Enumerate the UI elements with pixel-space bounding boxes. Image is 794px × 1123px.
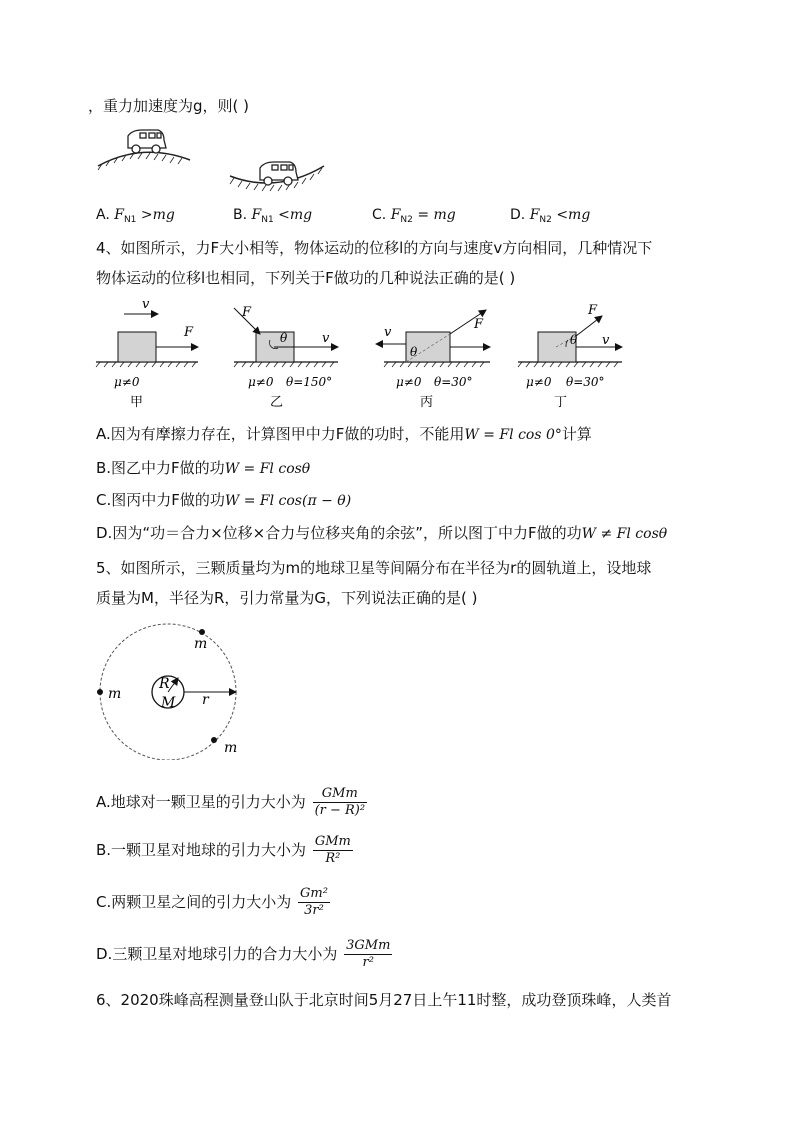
fig-ding-angle: θ=30° xyxy=(566,375,605,389)
q4-option-d[interactable] xyxy=(96,523,667,544)
fraction-numerator: 3GMm xyxy=(346,938,391,953)
satellite-top xyxy=(199,629,205,635)
option-a-subscript: N1 xyxy=(123,215,137,225)
q4-option-a-text: A.因为有摩擦力存在，计算图甲中力F做的功时，不能用 xyxy=(96,425,465,443)
q3-option-d[interactable] xyxy=(510,205,590,230)
fig-yi-force: F xyxy=(242,305,252,320)
fraction-denominator: R² xyxy=(325,851,341,866)
q5-option-a-text: A.地球对一颗卫星的引力大小为 xyxy=(96,793,306,811)
force-symbol: F xyxy=(529,207,540,223)
q3-option-a[interactable] xyxy=(96,205,175,230)
fig-bing-velocity: v xyxy=(384,325,392,340)
orbit-radius-label: r xyxy=(202,692,209,708)
q4-option-b[interactable] xyxy=(96,458,310,479)
option-d-subscript: N2 xyxy=(539,215,552,225)
q4-option-c[interactable] xyxy=(96,490,351,511)
q5-option-d-fraction xyxy=(344,938,392,971)
option-a-relation: >mg xyxy=(140,207,175,223)
fig-bing-angle: θ=30° xyxy=(434,375,473,389)
fig-ding-velocity: v xyxy=(602,333,610,348)
force-symbol: F xyxy=(114,207,124,223)
fig-bing-force: F xyxy=(474,317,484,332)
q4-stem-line1: 4、如图所示，力F大小相等，物体运动的位移l的方向与速度v方向相同，几种情况下 xyxy=(96,239,653,257)
satellite-bottom xyxy=(211,737,217,743)
option-c-label: C. xyxy=(372,207,387,223)
q5-stem-line2: 质量为M，半径为R，引力常量为G，下列说法正确的是( ) xyxy=(96,589,478,607)
fraction-denominator: 3r² xyxy=(304,903,324,918)
fig-yi-friction: μ≠0 xyxy=(248,375,274,389)
fig-jia-caption: 甲 xyxy=(130,395,144,410)
q4-option-a[interactable] xyxy=(96,424,592,445)
q4-option-d-formula: W ≠ Fl cosθ xyxy=(581,526,668,542)
q5-option-a-fraction xyxy=(313,786,368,819)
earth-mass-label: M xyxy=(161,695,176,711)
fig-yi-caption: 乙 xyxy=(270,395,284,410)
fraction-denominator: r² xyxy=(362,955,374,970)
q6-stem-line1: 6、2020珠峰高程测量登山队于北京时间5月27日上午11时整，成功登顶珠峰，人类首 xyxy=(96,991,672,1009)
q4-option-b-text: B.图乙中力F做的功 xyxy=(96,459,225,477)
fig-ding-force: F xyxy=(588,303,598,318)
option-d-label: D. xyxy=(510,207,526,223)
q4-option-b-formula: W = Fl cosθ xyxy=(224,461,311,477)
option-c-subscript: N2 xyxy=(400,215,413,225)
car-on-hill-icon xyxy=(128,130,166,153)
fraction-numerator: Gm² xyxy=(300,886,328,901)
option-c-relation: = mg xyxy=(417,207,456,223)
q4-option-a-formula: W = Fl cos 0° xyxy=(464,427,562,443)
satellite-left xyxy=(97,689,103,695)
q5-option-b-fraction xyxy=(313,834,353,867)
q5-option-c-text: C.两颗卫星之间的引力大小为 xyxy=(96,893,292,911)
fig-yi-angle: θ=150° xyxy=(286,375,333,389)
fig-bing-caption: 丙 xyxy=(420,395,434,410)
q5-orbit-figure xyxy=(90,620,250,760)
q5-option-d[interactable] xyxy=(96,936,392,972)
q3-car-figure xyxy=(92,122,342,192)
q4-option-c-text: C.图丙中力F做的功 xyxy=(96,491,225,509)
option-a-label: A. xyxy=(96,207,110,223)
fig-jia-velocity: v xyxy=(142,297,150,312)
q3-option-c[interactable] xyxy=(372,205,456,230)
fig-yi-velocity: v xyxy=(322,331,330,346)
figure-bing xyxy=(376,310,490,367)
q5-option-b-text: B.一颗卫星对地球的引力大小为 xyxy=(96,841,307,859)
fig-ding-friction: μ≠0 xyxy=(526,375,552,389)
force-symbol: F xyxy=(390,207,401,223)
sat-label-top: m xyxy=(194,636,208,652)
option-b-label: B. xyxy=(233,207,248,223)
fraction-denominator: (r − R)² xyxy=(314,803,366,818)
fig-bing-theta: θ xyxy=(410,345,418,359)
fig-ding-caption: 丁 xyxy=(554,395,568,410)
fig-ding-theta: θ xyxy=(570,333,578,347)
q4-option-d-text: D.因为“功＝合力×位移×合力与位移夹角的余弦”，所以图丁中力F做的功 xyxy=(96,524,582,542)
option-b-subscript: N1 xyxy=(261,215,274,225)
sat-label-left: m xyxy=(108,686,122,702)
fig-bing-friction: μ≠0 xyxy=(396,375,422,389)
fig-jia-friction: μ≠0 xyxy=(114,375,140,389)
q4-force-figures xyxy=(94,296,634,416)
q5-option-b[interactable] xyxy=(96,832,353,868)
sat-label-bottom: m xyxy=(224,740,238,756)
option-d-relation: <mg xyxy=(556,207,591,223)
earth-radius-label: R xyxy=(159,676,170,692)
q5-option-c[interactable] xyxy=(96,884,330,920)
q4-stem-line2: 物体运动的位移l也相同，下列关于F做功的几种说法正确的是( ) xyxy=(96,269,516,287)
fig-jia-force: F xyxy=(184,325,194,340)
q3-option-b[interactable] xyxy=(233,205,312,230)
q5-option-d-text: D.三颗卫星对地球引力的合力大小为 xyxy=(96,945,338,963)
fraction-numerator: GMm xyxy=(313,786,368,803)
q5-option-a[interactable] xyxy=(96,784,367,820)
fig-yi-theta: θ xyxy=(280,331,288,345)
force-symbol: F xyxy=(251,207,262,223)
q4-option-a-tail: 计算 xyxy=(561,425,592,443)
figure-jia xyxy=(96,314,198,367)
hill-curve xyxy=(98,152,190,166)
q3-stem-tail: ，重力加速度为g，则( ) xyxy=(88,97,249,115)
q5-stem-line1: 5、如图所示，三颗质量均为m的地球卫星等间隔分布在半径为r的圆轨道上，设地球 xyxy=(96,559,652,577)
fraction-numerator: GMm xyxy=(314,834,351,849)
option-b-relation: <mg xyxy=(278,207,313,223)
q4-option-c-formula: W = Fl cos(π − θ) xyxy=(224,493,352,509)
q5-option-c-fraction xyxy=(298,886,330,919)
